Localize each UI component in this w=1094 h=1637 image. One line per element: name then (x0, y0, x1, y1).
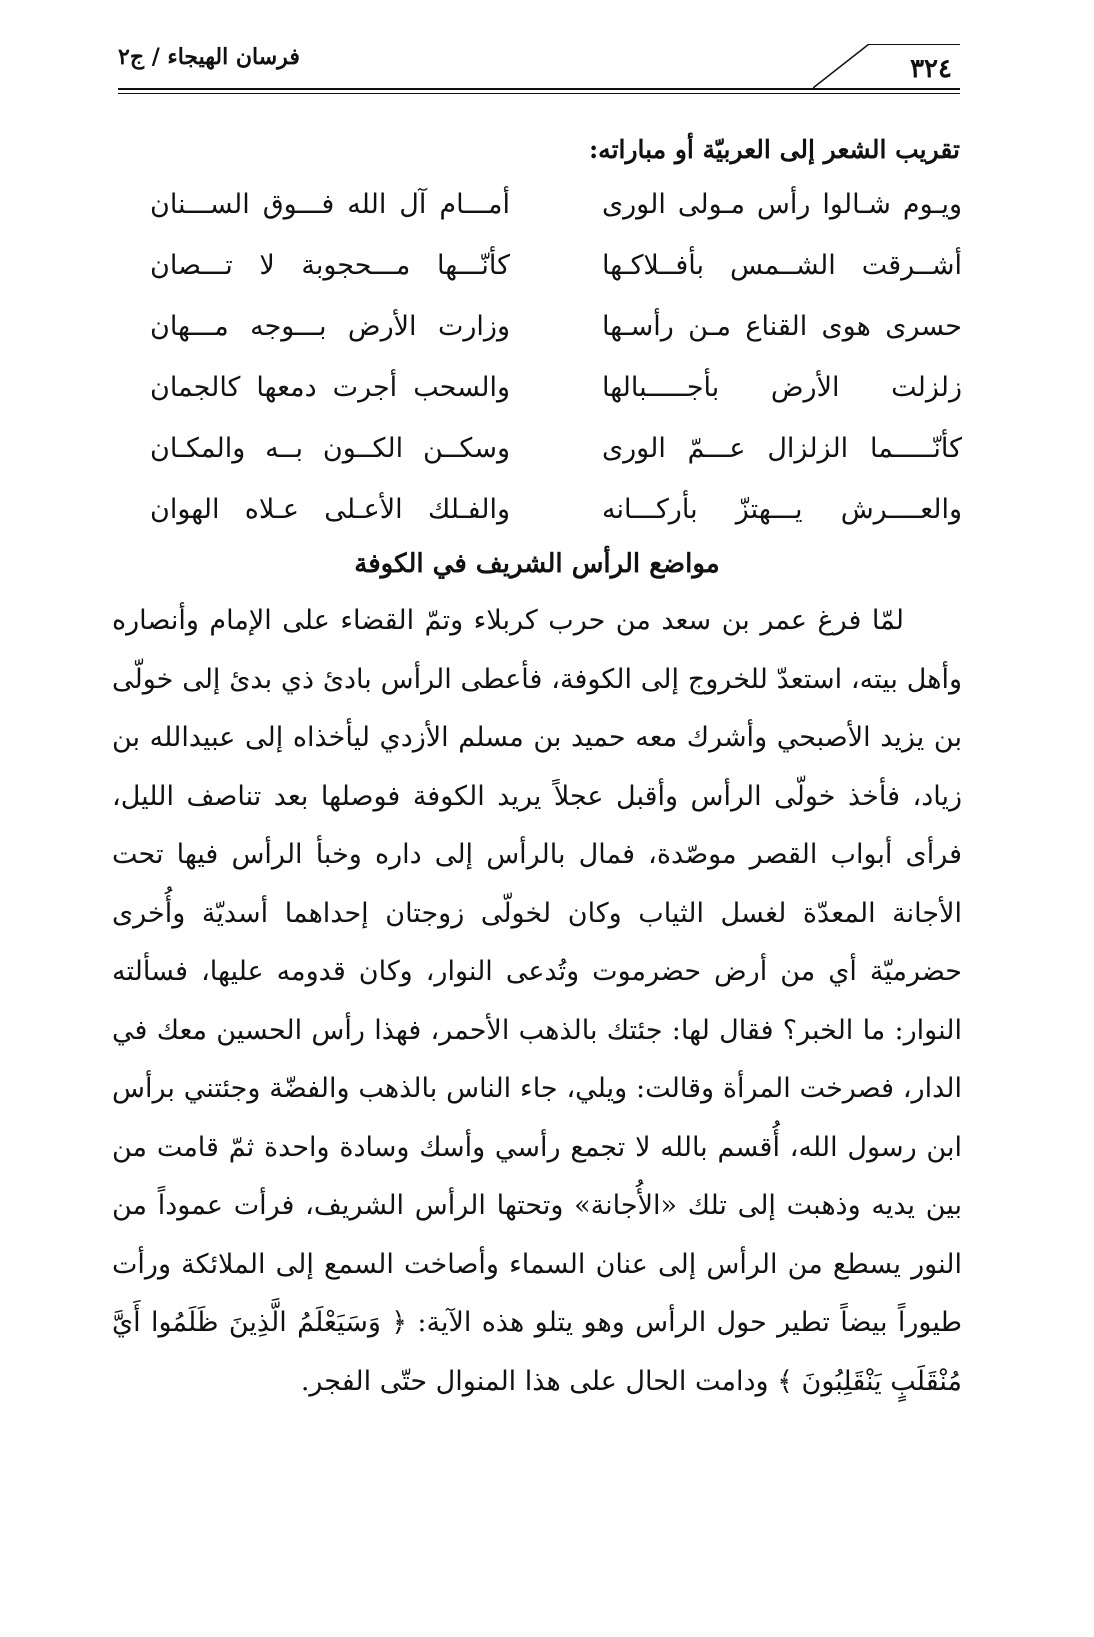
body-paragraph: لمّا فرغ عمر بن سعد من حرب كربلاء وتمّ القضاء على الإمام وأنصاره وأهل بيته، استعدّ للخروج إلى الكوفة، فأعطى الرأس بادئ ذي بدئ إلى خولّى بن يزيد الأصبحي وأشرك معه حميد بن مسلم الأزدي ليأخذاه إلى عبيدالله بن زياد، فأخذ خولّى الرأس وأقبل عجلاً يريد الكوفة فوصلها بعد تناصف الليل، فرأى أبواب القصر موصّدة، فمال بالرأس إلى داره وخبأ الرأس فيها تحت الأجانة المعدّة لغسل الثياب وكان لخولّى زوجتان إحداهما أسديّة وأُخرى حضرميّة أي من أرض حضرموت وتُدعى النوار، وكان قدومه عليها، فسألته النوار: ما الخبر؟ فقال لها: جئتك بالذهب الأحمر، فهذا رأس الحسين معك في الدار، فصرخت المرأة وقالت: ويلي، جاء الناس بالذهب والفضّة وجئتني برأس ابن رسول الله، أُقسم بالله لا تجمع رأسي وأسك وسادة واحدة ثمّ قامت من بين يديه وذهبت إلى تلك «الأُجانة» وتحتها الرأس الشريف، فرأت عموداً من النور يسطع من الرأس إلى عنان السماء وأصاخت السمع إلى الملائكة ورأت طيوراً بيضاً تطير حول الرأس وهو يتلو هذه الآية: ﴿ وَسَيَعْلَمُ الَّذِينَ ظَلَمُوا أَيَّ مُنْقَلَبٍ يَنْقَلِبُونَ ﴾ ودامت الحال على هذا المنوال حتّى الفجر. (112, 605, 962, 1397)
header-tab-slant (813, 44, 869, 88)
verse-second-hemistich: والفـلك الأعـلى عـلاه الهوان (150, 494, 510, 525)
verse-first-hemistich: حسرى هوى القناع مـن رأسـها (602, 311, 962, 342)
verse (112, 296, 962, 357)
page-body (112, 126, 962, 1411)
page-number: ٣٢٤ (910, 54, 952, 84)
verse-first-hemistich: ويـوم شـالوا رأس مـولى الورى (602, 189, 962, 220)
book-title: فرسان الهيجاء / ج٢ (118, 44, 300, 70)
verse-second-hemistich: وسكــن الكــون بــه والمكـان (150, 433, 510, 464)
verse-second-hemistich: وزارت الأرض بـــوجه مـــهان (150, 311, 510, 342)
poem-heading: تقريب الشعر إلى العربيّة أو مباراته: (588, 135, 960, 164)
verse (112, 418, 962, 479)
verse (112, 174, 962, 235)
verse-first-hemistich: والعــــرش يـــهتزّ بأركـــانه (602, 494, 962, 525)
section-title: مواضع الرأس الشريف في الكوفة (354, 549, 720, 579)
page-header (118, 40, 960, 96)
verse-second-hemistich: كأنّـــها مـــحجوبة لا تـــصان (150, 250, 510, 281)
verse-first-hemistich: أشــرقت الشــمس بأفــلاكـها (602, 250, 962, 281)
poem (112, 174, 962, 540)
verse (112, 479, 962, 540)
verse-second-hemistich: والسحب أجرت دمعها كالجمان (150, 372, 510, 403)
verse-second-hemistich: أمـــام آل الله فـــوق الســـنان (150, 189, 510, 220)
header-rule-thick (118, 88, 960, 90)
verse (112, 235, 962, 296)
verse-first-hemistich: زلزلت الأرض بأجـــــبالها (602, 372, 962, 403)
header-tab-rule (868, 44, 960, 45)
verse (112, 357, 962, 418)
header-rule-thin (118, 93, 960, 94)
verse-first-hemistich: كأنّـــــما الزلزال عـــمّ الورى (602, 433, 962, 464)
